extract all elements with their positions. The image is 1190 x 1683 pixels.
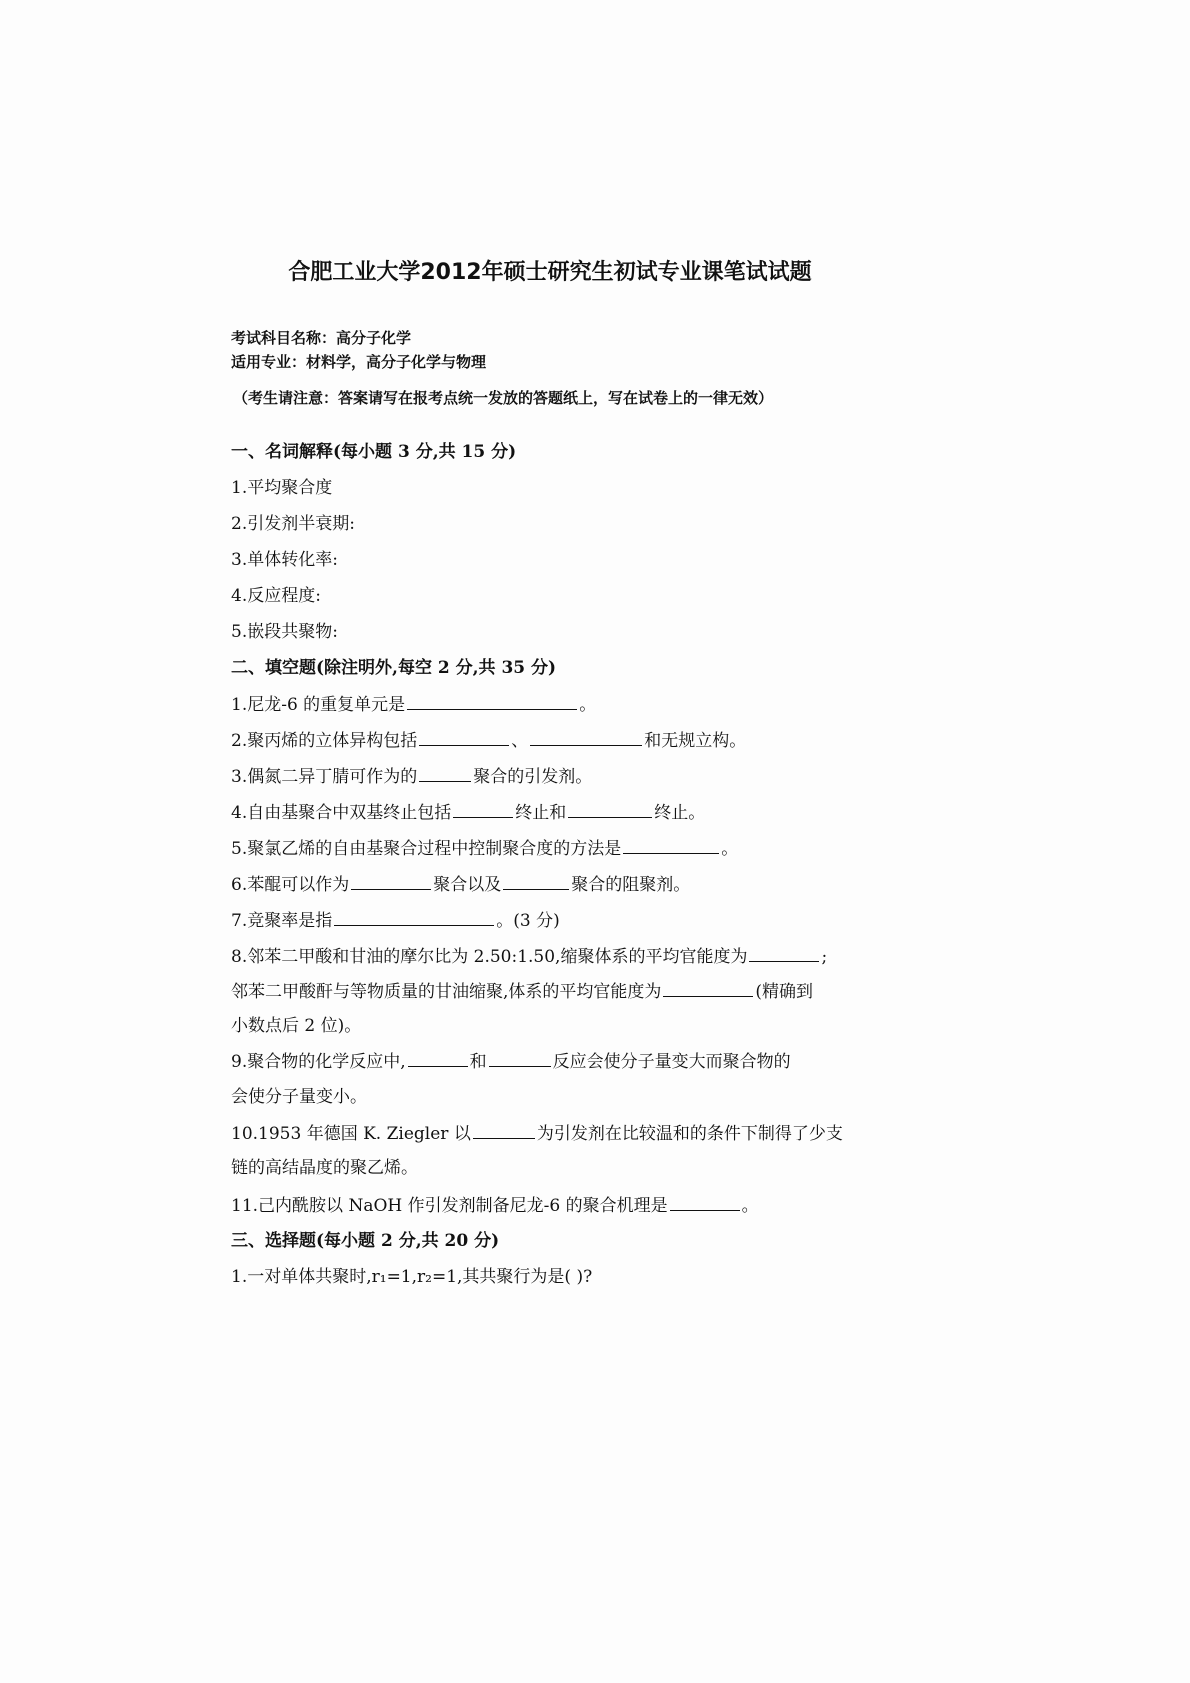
q-text: 聚合以及 [433,875,502,895]
fill-question-2 [231,729,746,752]
answer-blank [419,729,509,746]
answer-blank [663,980,753,997]
q-text: (精确到 [755,982,814,1002]
q-text: 和 [469,1052,487,1072]
q-text: 聚合的引发剂。 [473,767,593,787]
q-text: ; [821,947,828,967]
fill-question-10-cont: 链的高结晶度的聚乙烯。 [231,1158,418,1178]
fill-question-8-cont [231,980,813,1003]
fill-question-3 [231,765,592,788]
q-text: 10.1953 年德国 K. Ziegler 以 [231,1124,471,1144]
q-text: 聚合的阻聚剂。 [571,875,691,895]
notice-line: （考生请注意：答案请写在报考点统一发放的答题纸上，写在试卷上的一律无效） [233,389,774,407]
q-text: 邻苯二甲酸酐与等物质量的甘油缩聚,体系的平均官能度为 [231,982,662,1002]
exam-title: 合肥工业大学2012年硕士研究生初试专业课笔试试题 [288,260,812,285]
answer-blank [503,873,569,890]
answer-blank [408,1050,468,1067]
q-text: 7.竞聚率是指 [231,911,333,931]
term-item: 3.单体转化率: [231,550,338,570]
q-text: 为引发剂在比较温和的条件下制得了少支 [536,1124,843,1144]
answer-blank [419,765,471,782]
answer-blank [568,801,652,818]
q-text: 。 [579,695,597,715]
fill-question-1 [231,693,596,716]
q-text: 9.聚合物的化学反应中, [231,1052,406,1072]
fill-question-8 [231,945,827,968]
section2-heading: 二、填空题(除注明外,每空 2 分,共 35 分) [231,658,557,678]
fill-question-9-cont: 会使分子量变小。 [231,1087,367,1107]
q-text: 8.邻苯二甲酸和甘油的摩尔比为 2.50:1.50,缩聚体系的平均官能度为 [231,947,748,967]
fill-question-5 [231,837,738,860]
answer-blank [351,873,431,890]
term-item: 2.引发剂半衰期: [231,514,355,534]
section1-heading: 一、名词解释(每小题 3 分,共 15 分) [231,442,517,462]
answer-blank [489,1050,551,1067]
answer-blank [407,693,577,710]
q-text: 6.苯醌可以作为 [231,875,350,895]
q-text: 2.聚丙烯的立体异构包括 [231,731,418,751]
q-text: 终止和 [515,803,567,823]
answer-blank [334,909,494,926]
q-text: 和无规立构。 [644,731,747,751]
term-item: 1.平均聚合度 [231,478,333,498]
answer-blank [473,1122,535,1139]
q-text: 反应会使分子量变大而聚合物的 [552,1052,791,1072]
answer-blank [749,945,819,962]
fill-question-6 [231,873,690,896]
fill-question-7 [231,909,560,932]
term-item: 5.嵌段共聚物: [231,622,338,642]
term-item: 4.反应程度: [231,586,321,606]
answer-blank [530,729,642,746]
fill-question-9 [231,1050,791,1073]
subject-line: 考试科目名称：高分子化学 [231,329,412,347]
answer-blank [453,801,513,818]
answer-blank [670,1194,740,1211]
q-text: 、 [511,731,529,751]
q-text: 。 [741,1196,759,1216]
fill-question-8-cont: 小数点后 2 位)。 [231,1016,362,1036]
section3-heading: 三、选择题(每小题 2 分,共 20 分) [231,1231,500,1251]
q-text: 。 [721,839,739,859]
q-text: 3.偶氮二异丁腈可作为的 [231,767,418,787]
q-text: 5.聚氯乙烯的自由基聚合过程中控制聚合度的方法是 [231,839,622,859]
choice-question-1: 1.一对单体共聚时,r₁=1,r₂=1,其共聚行为是( )? [231,1267,593,1287]
q-text: 4.自由基聚合中双基终止包括 [231,803,452,823]
fill-question-11 [231,1194,759,1217]
q-text: 1.尼龙-6 的重复单元是 [231,695,406,715]
major-line: 适用专业：材料学，高分子化学与物理 [231,353,487,371]
q-text: 。(3 分) [496,911,560,931]
answer-blank [623,837,719,854]
q-text: 终止。 [654,803,706,823]
fill-question-4 [231,801,705,824]
q-text: 11.己内酰胺以 NaOH 作引发剂制备尼龙-6 的聚合机理是 [231,1196,668,1216]
fill-question-10 [231,1122,843,1145]
